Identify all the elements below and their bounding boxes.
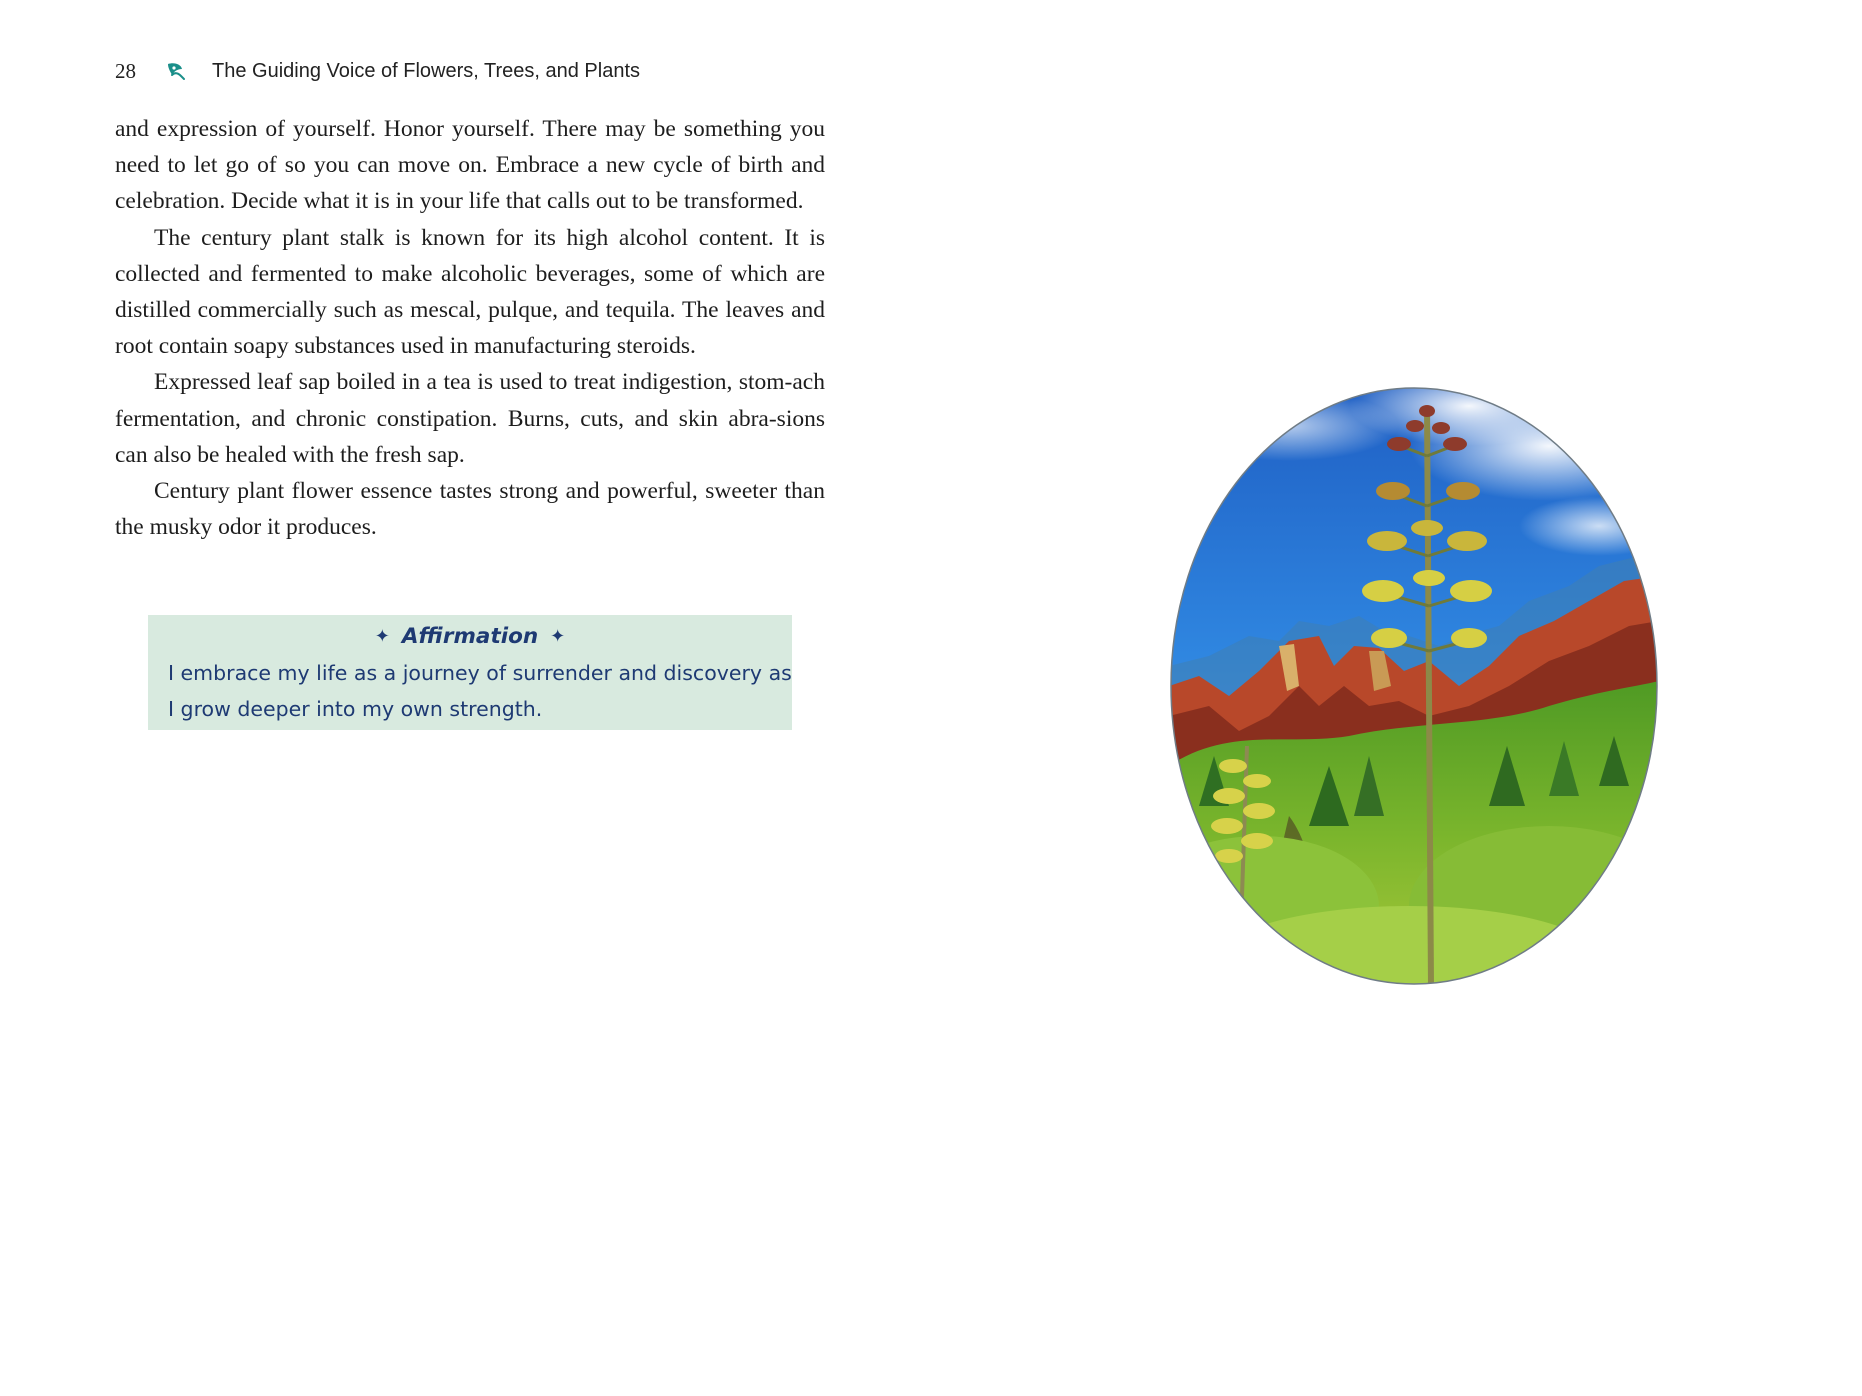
affirmation-title: Affirmation [401, 624, 539, 649]
affirmation-heading [168, 620, 772, 655]
paragraph-2: The century plant stalk is known for its high alcohol content. It is collected and fermented to make alcoholic beverages, some of which are distilled commercially such as mescal, pulque, and tequila. The leaves and root contain soapy substances used in manufacturing steroids. [115, 224, 825, 360]
paragraph-4: Century plant flower essence tastes strong and powerful, sweeter than the musky odor it produces. [115, 478, 825, 541]
paragraph-3: Expressed leaf sap boiled in a tea is used to treat indigestion, stom-ach fermentation, and chronic constipation. Burns, cuts, and skin abra-sions can also be healed with the fresh sap. [115, 369, 825, 468]
running-title: The Guiding Voice of Flowers, Trees, and Plants [212, 59, 640, 82]
star-icon: ✦ [550, 626, 566, 647]
century-plant-photo [1169, 386, 1659, 986]
right-page [931, 0, 1862, 1396]
leaf-icon [166, 61, 186, 81]
affirmation-line-2: I grow deeper into my own strength. [168, 697, 543, 721]
body-text [115, 111, 825, 545]
paragraph-1: and expression of yourself. Honor yourself. There may be something you need to let go of so you can move on. Embrace a new cycle of birth and celebration. Decide what it is in your life that calls out to be transformed. [115, 116, 825, 215]
affirmation-line-1: I embrace my life as a journey of surrender and discovery as [168, 661, 792, 685]
page-number: 28 [115, 58, 136, 83]
star-icon: ✦ [374, 626, 390, 647]
running-head [115, 56, 640, 86]
affirmation-box [148, 615, 792, 730]
